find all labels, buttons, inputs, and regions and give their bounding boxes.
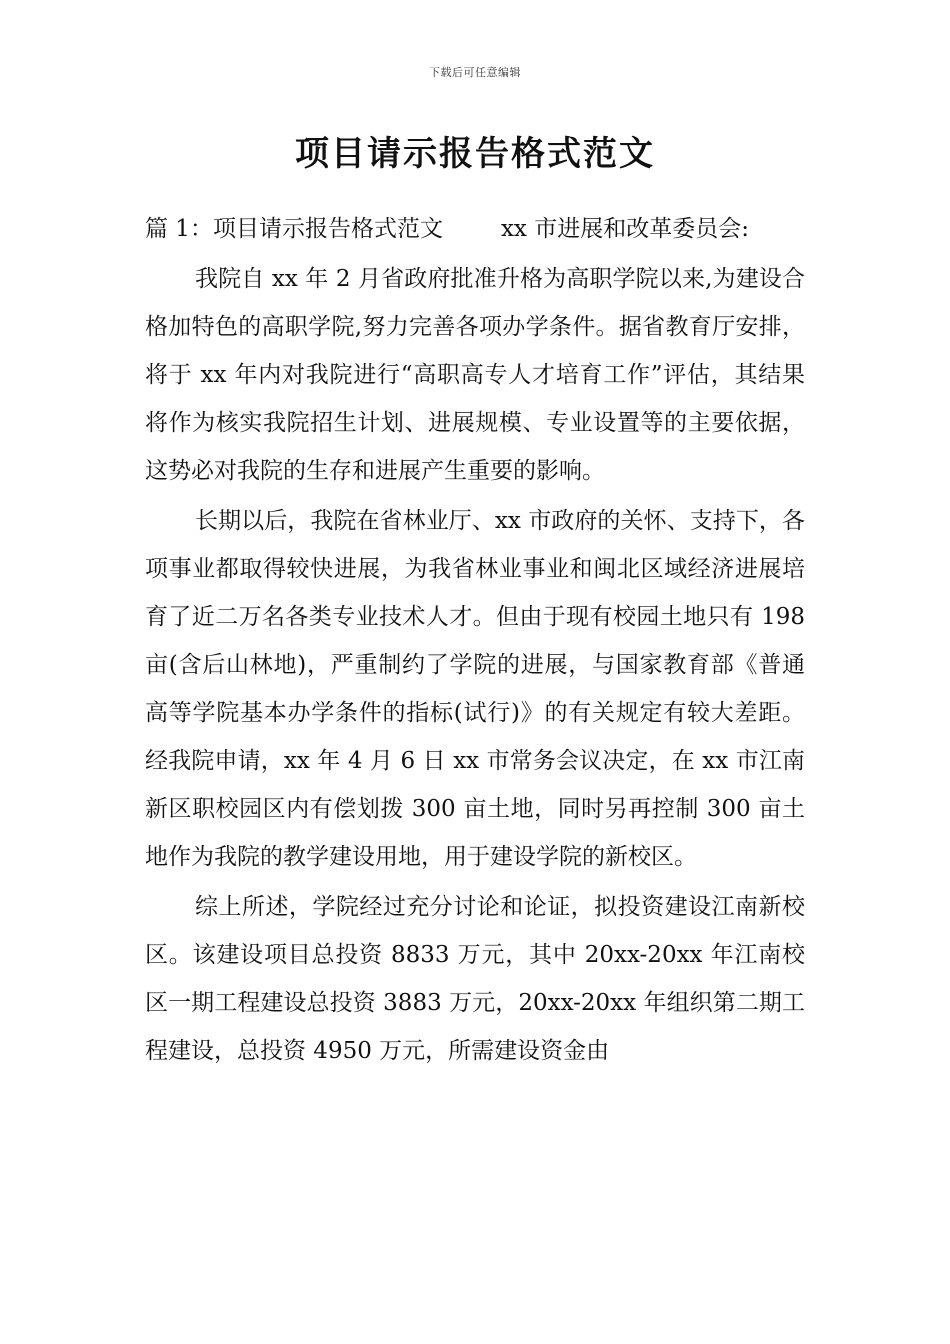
paragraph-2: 长期以后，我院在省林业厅、xx 市政府的关怀、支持下，各项事业都取得较快进展，为我省林业事业和闽北区域经济进展培育了近二万名各类专业技术人才。但由于现有校园土地只有 198 亩(含后山林地)，严重制约了学院的进展，与国家教育部《普通高等学院基本办学条件的指标(试行)》的有关规定有较大差距。经我院申请，xx 年 4 月 6 日 xx 市常务会议决定，在 xx 市江南新区职校园区内有偿划拨 300 亩土地，同时另再控制 300 亩土地作为我院的教学建设用地，用于建设学院的新校区。 xyxy=(145,508,805,870)
heading-line xyxy=(145,205,805,253)
document-title: 项目请示报告格式范文 xyxy=(295,134,655,174)
paragraph-1: 我院自 xx 年 2 月省政府批准升格为高职学院以来,为建设合格加特色的高职学院,努力完善各项办学条件。据省教育厅安排，将于 xx 年内对我院进行“高职高专人才培育工作”评估，其结果将作为核实我院招生计划、进展规模、专业设置等的主要依据，这势必对我院的生存和进展产生重要的影响。 xyxy=(145,266,805,484)
addressee: xx 市进展和改革委员会: xyxy=(500,216,749,242)
header-note: 下载后可任意编辑 xyxy=(429,66,521,79)
document-body xyxy=(145,205,805,1075)
section-heading: 篇 1：项目请示报告格式范文 xyxy=(145,216,443,242)
paragraph-3: 综上所述，学院经过充分讨论和论证，拟投资建设江南新校区。该建设项目总投资 8833 万元，其中 20xx-20xx 年江南校区一期工程建设总投资 3883 万元，20xx-20xx 年组织第二期工程建设，总投资 4950 万元，所需建设资金由 xyxy=(145,894,805,1064)
